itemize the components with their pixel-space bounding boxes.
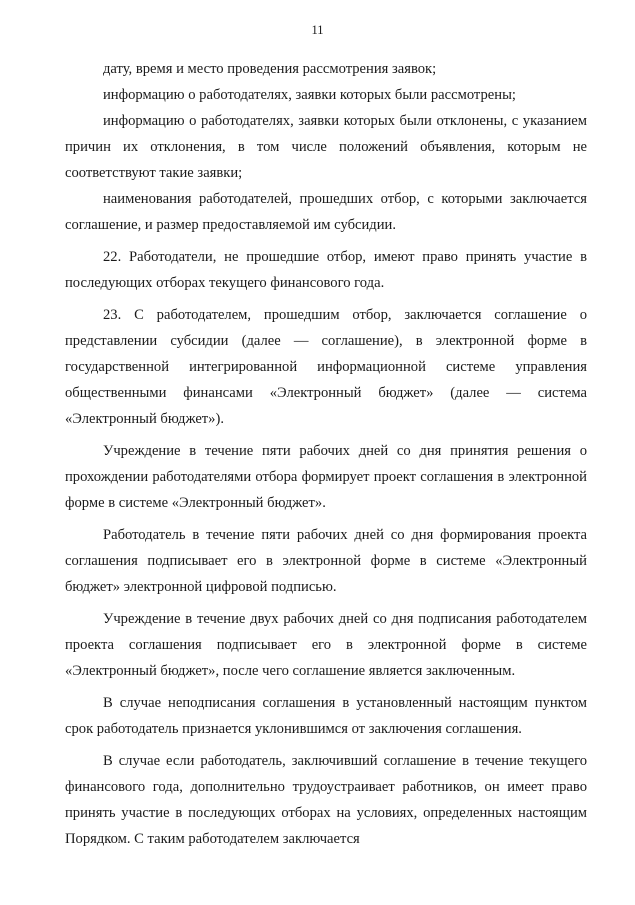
paragraph-selected-employers: наименования работодателей, прошедших отбор, с которыми заключается соглашение, и размер предоставляемой им субсидии. xyxy=(65,191,587,233)
paragraph-reviewed-employers: информацию о работодателях, заявки которых были рассмотрены; xyxy=(103,87,516,103)
paragraph-rejected-employers: информацию о работодателях, заявки которых были отклонены, с указанием причин их отклонения, в том числе положений объявления, которым не соответствуют такие заявки; xyxy=(65,113,587,181)
document-body xyxy=(65,56,587,852)
paragraph-additional-hiring: В случае если работодатель, заключивший соглашение в течение текущего финансового года, дополнительно трудоустраивает работников, он имеет право принять участие в последующих отборах на условиях, определенных настоящим Порядком. С таким работодателем заключается xyxy=(65,753,587,847)
paragraph-institution-signs: Учреждение в течение двух рабочих дней со дня подписания работодателем проекта соглашения подписывает его в электронной форме в системе «Электронный бюджет», после чего соглашение является заключенным. xyxy=(65,611,587,679)
paragraph-evasion: В случае неподписания соглашения в установленный настоящим пунктом срок работодатель признается уклонившимся от заключения соглашения. xyxy=(65,695,587,737)
paragraph-item-22: 22. Работодатели, не прошедшие отбор, имеют право принять участие в последующих отборах текущего финансового года. xyxy=(65,249,587,291)
page-number: 11 xyxy=(311,23,324,37)
paragraph-employer-signs: Работодатель в течение пяти рабочих дней со дня формирования проекта соглашения подписывает его в электронной форме в системе «Электронный бюджет» электронной цифровой подписью. xyxy=(65,527,587,595)
paragraph-review-date: дату, время и место проведения рассмотрения заявок; xyxy=(103,61,437,77)
paragraph-item-23: 23. С работодателем, прошедшим отбор, заключается соглашение о представлении субсидии (далее — соглашение), в электронной форме в государственной интегрированной информационной системе управления общественными финансами «Электронный бюджет» (далее — система «Электронный бюджет»). xyxy=(65,307,587,427)
paragraph-institution-draft: Учреждение в течение пяти рабочих дней со дня принятия решения о прохождении работодателями отбора формирует проект соглашения в электронной форме в системе «Электронный бюджет». xyxy=(65,443,587,511)
